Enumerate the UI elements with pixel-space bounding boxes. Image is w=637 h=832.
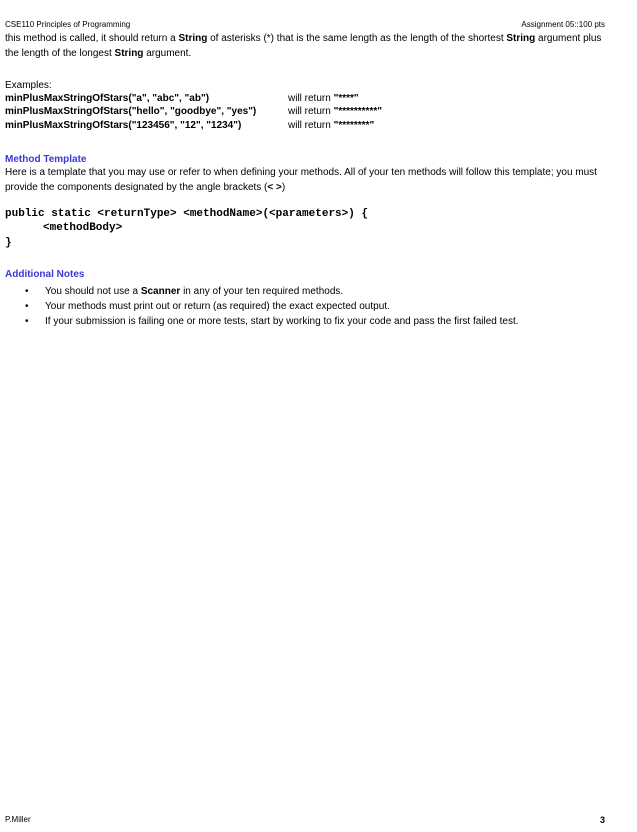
intro-text: argument plus the length of the longest [5,33,602,59]
intro-text: of asterisks (*) that is the same length as the length of the shortest [207,33,507,44]
example-row [5,120,605,134]
bullet-icon: • [25,316,29,327]
intro-text: argument. [143,48,192,59]
intro-paragraph [5,31,613,61]
list-item: • Your methods must print out or return (as required) the exact expected output. [25,301,390,312]
footer-author: P.Miller [5,815,31,824]
intro-bold: String [506,33,536,44]
code-line: } [5,237,12,249]
bullet-icon: • [25,301,29,312]
page-number: 3 [599,815,605,825]
intro-bold: String [178,33,208,44]
bullet-icon: • [25,286,29,297]
notes-list [5,284,519,329]
example-call: minPlusMaxStringOfStars("123456", "12", "1234") [5,120,242,131]
list-item: • If your submission is failing one or more tests, start by working to fix your code and pass the first failed test. [25,316,519,327]
example-call: minPlusMaxStringOfStars("a", "abc", "ab") [5,93,210,104]
additional-notes-heading: Additional Notes [5,269,85,280]
intro-text: this method is called, it should return a [5,33,179,44]
header-course: CSE110 Principles of Programming [5,20,131,29]
example-return: will return "****" [288,93,359,104]
example-call: minPlusMaxStringOfStars("hello", "goodbye", "yes") [5,106,257,117]
method-template-text: Here is a template that you may use or refer to when defining your methods. All of your ten methods will follow this template; you must provide the components designated by the angle brackets (< >) [5,167,597,193]
example-row [5,93,605,107]
intro-bold: String [114,48,144,59]
example-return: will return "**********" [288,106,382,117]
method-template-heading: Method Template [5,154,87,165]
examples-title: Examples: [5,80,52,91]
example-return: will return "********" [288,120,375,131]
list-item: • You should not use a Scanner in any of your ten required methods. [25,286,344,297]
code-line: <methodBody> [43,222,123,234]
code-line: public static <returnType> <methodName>(<parameters>) { [5,208,369,220]
example-row [5,106,605,120]
header-assignment: Assignment 05::100 pts [521,20,605,29]
